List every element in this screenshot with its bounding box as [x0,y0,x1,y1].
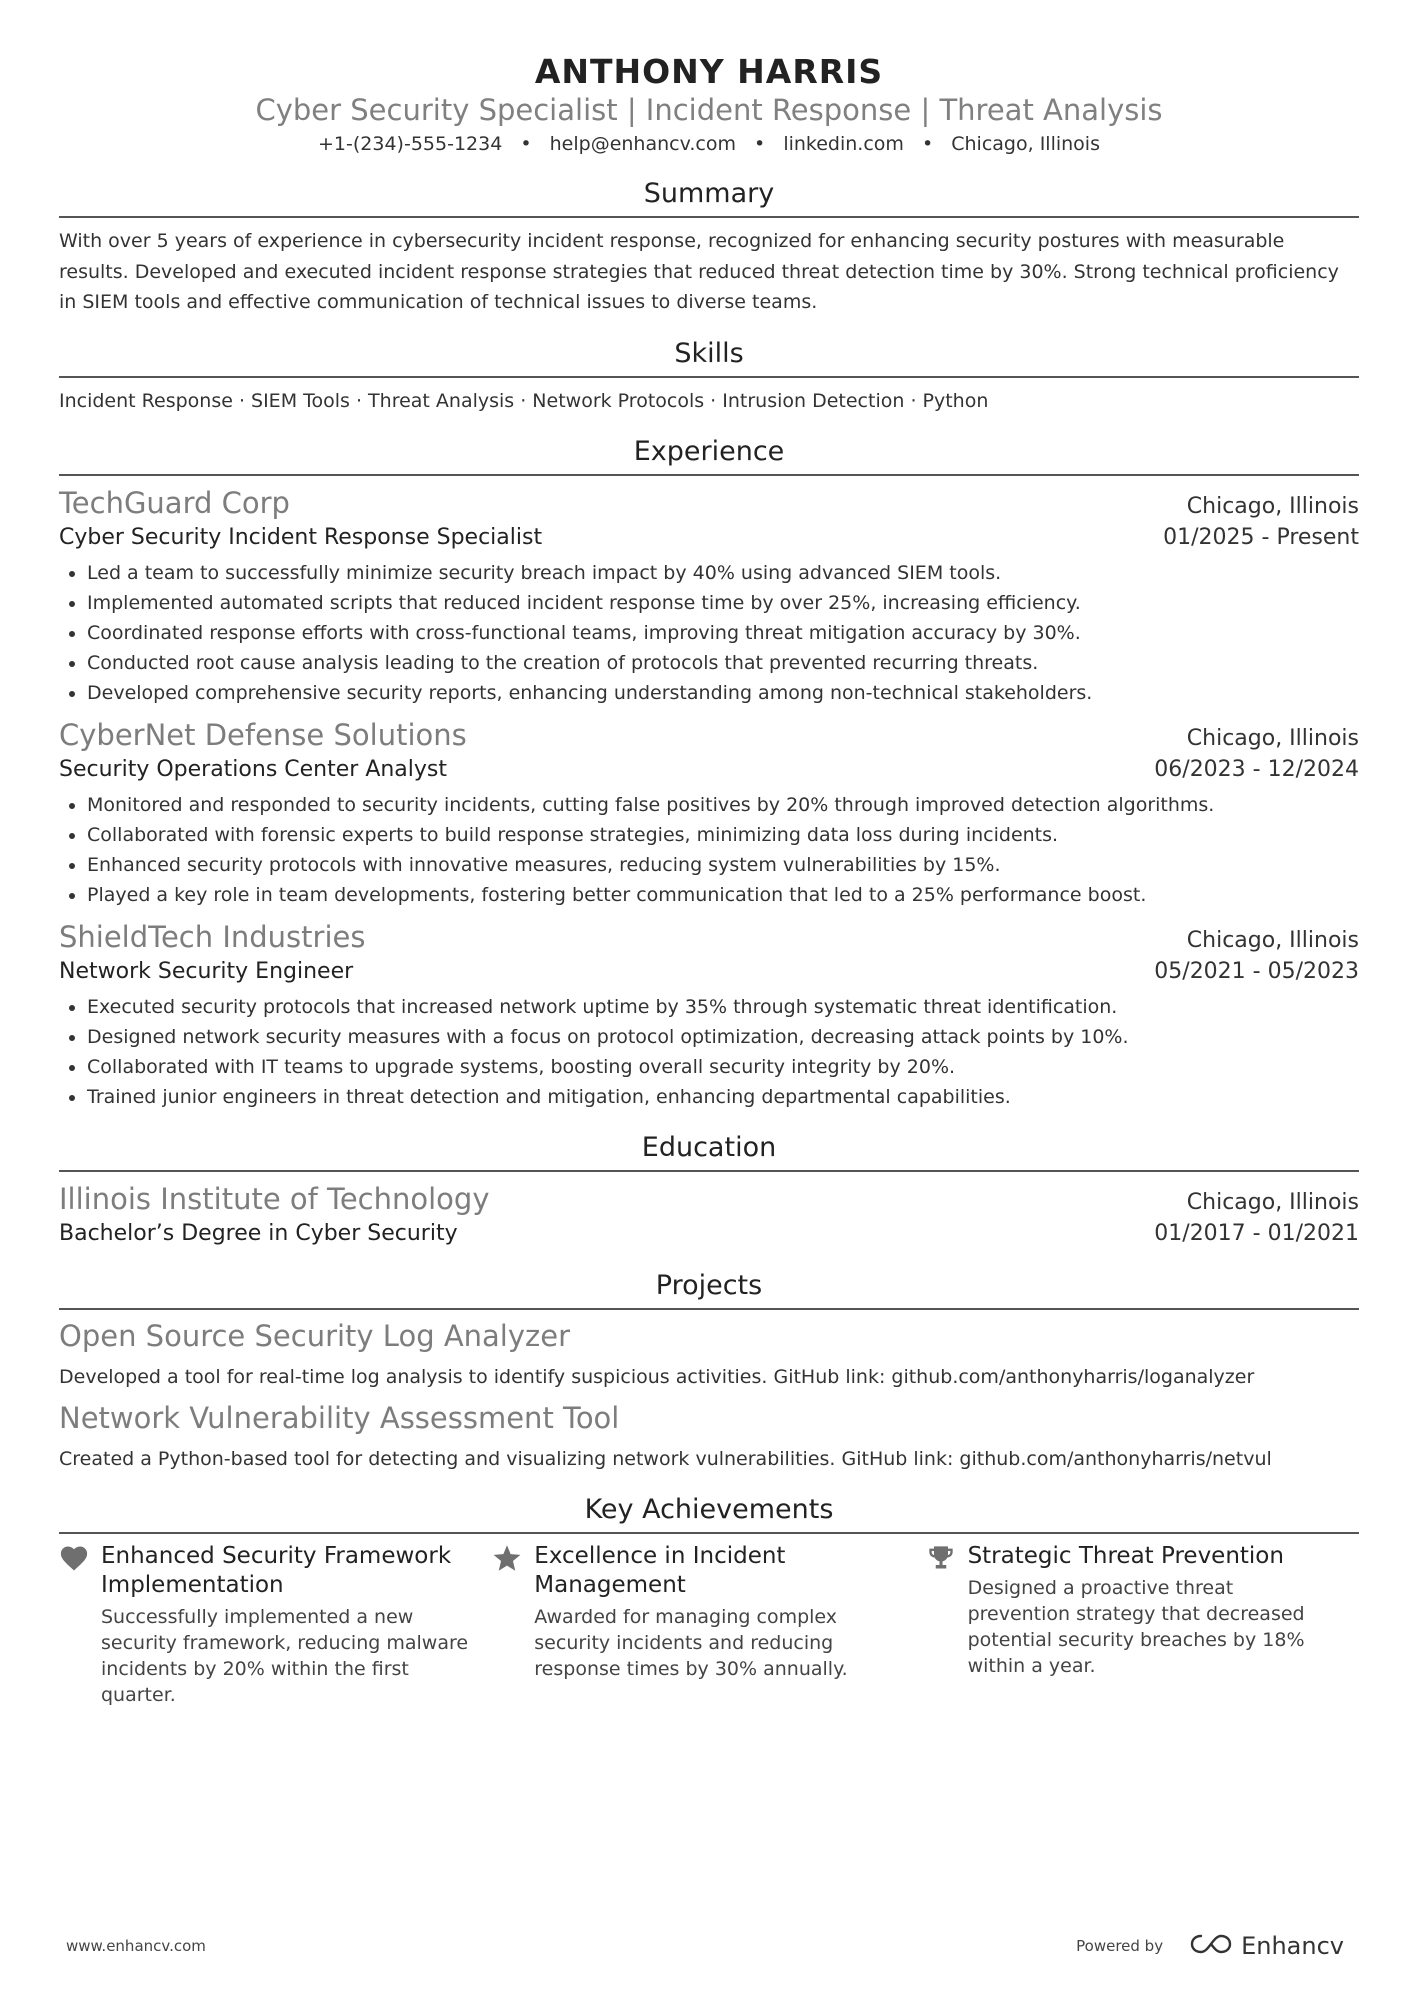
achievement-description: Designed a proactive threat prevention strategy that decreased potential security breaches by 18% within a year. [967,1576,1305,1677]
bullet-item: • Implemented automated scripts that reduced incident response time by over 25%, increasing efficiency. [87,588,1359,618]
contact-linkedin[interactable]: linkedin.com [783,133,904,155]
bullet-item: • Executed security protocols that increased network uptime by 35% through systematic threat identification. [87,992,1359,1022]
school-location: Chicago, Illinois [1186,1189,1359,1215]
education-entry [59,1180,1359,1250]
company-name: ShieldTech Industries [59,919,366,954]
education-dates: 01/2017 - 01/2021 [1154,1220,1359,1246]
star-icon [492,1542,534,1708]
job-dates: 01/2025 - Present [1163,524,1359,550]
degree-name: Bachelor’s Degree in Cyber Security [59,1220,458,1246]
heart-icon [59,1542,101,1708]
projects-section [59,1268,1359,1474]
achievements-section [59,1492,1359,1708]
job-bullets [59,790,1359,910]
bullet-item: • Developed comprehensive security reports, enhancing understanding among non-technical stakeholders. [87,678,1359,708]
job-bullets [59,992,1359,1112]
achievements-grid [59,1542,1359,1708]
summary-text: With over 5 years of experience in cybersecurity incident response, recognized for enhancing security postures with measurable results. Developed and executed incident response strategies that reduced threat detection time by 30%. Strong technical proficiency in SIEM tools and effective communication of technical issues to diverse teams. [59,230,1339,313]
project-title: Network Vulnerability Assessment Tool [59,1400,620,1435]
achievement-description: Awarded for managing complex security incidents and reducing response times by 30% annually. [534,1605,848,1680]
contact-email[interactable]: help@enhancv.com [549,133,736,155]
job-dates: 06/2023 - 12/2024 [1154,756,1359,782]
skills-list: Incident Response · SIEM Tools · Threat Analysis · Network Protocols · Intrusion Detection · Python [59,389,989,412]
achievement-description: Successfully implemented a new security framework, reducing malware incidents by 20% within the first quarter. [101,1605,469,1706]
separator-dot: • [921,133,934,155]
achievement-title: Excellence in Incident Management [534,1542,786,1598]
bullet-item: • Collaborated with IT teams to upgrade systems, boosting overall security integrity by 20%. [87,1052,1359,1082]
company-name: CyberNet Defense Solutions [59,717,467,752]
bullet-item: • Played a key role in team developments, fostering better communication that led to a 25% performance boost. [87,880,1359,910]
contact-line [59,130,1359,158]
bullet-item: • Monitored and responded to security incidents, cutting false positives by 20% through improved detection algorithms. [87,790,1359,820]
job-title: Security Operations Center Analyst [59,756,448,782]
project-entry [59,1398,1359,1474]
skills-heading: Skills [59,336,1359,378]
job-location: Chicago, Illinois [1186,927,1359,953]
achievement-title: Enhanced Security Framework Implementation [101,1542,452,1598]
bullet-item: • Trained junior engineers in threat detection and mitigation, enhancing departmental capabilities. [87,1082,1359,1112]
bullet-item: • Led a team to successfully minimize security breach impact by 40% using advanced SIEM tools. [87,558,1359,588]
experience-section [59,434,1359,1112]
bullet-item: • Designed network security measures with a focus on protocol optimization, decreasing attack points by 10%. [87,1022,1359,1052]
resume-header [59,52,1359,158]
education-heading: Education [59,1130,1359,1172]
achievement-item [926,1542,1359,1708]
project-entry [59,1316,1359,1392]
job-bullets [59,558,1359,708]
bullet-item: • Conducted root cause analysis leading to the creation of protocols that prevented recurring threats. [87,648,1359,678]
company-name: TechGuard Corp [59,485,290,520]
trophy-icon [926,1542,968,1708]
contact-location: Chicago, Illinois [951,133,1100,155]
projects-heading: Projects [59,1268,1359,1310]
bullet-item: • Collaborated with forensic experts to build response strategies, minimizing data loss during incidents. [87,820,1359,850]
bullet-item: • Coordinated response efforts with cross-functional teams, improving threat mitigation accuracy by 30%. [87,618,1359,648]
school-name: Illinois Institute of Technology [59,1181,490,1216]
achievement-title: Strategic Threat Prevention [967,1542,1284,1569]
project-description: Created a Python-based tool for detecting and visualizing network vulnerabilities. GitHub link: github.com/anthonyharris/netvul [59,1447,1272,1470]
project-title: Open Source Security Log Analyzer [59,1318,571,1353]
separator-dot: • [520,133,532,155]
brand-name: Enhancv [1241,1932,1344,1960]
job-location: Chicago, Illinois [1186,725,1359,751]
experience-entry [59,716,1359,910]
job-title: Network Security Engineer [59,958,354,984]
summary-section [59,176,1359,318]
summary-heading: Summary [59,176,1359,218]
achievement-item [59,1542,492,1708]
project-description: Developed a tool for real-time log analysis to identify suspicious activities. GitHub link: github.com/anthonyharris/loganalyzer [59,1365,1255,1388]
achievements-heading: Key Achievements [59,1492,1359,1534]
skills-section [59,336,1359,416]
achievement-item [492,1542,925,1708]
footer-website[interactable]: www.enhancv.com [66,1937,206,1955]
resume-page [59,52,1359,1708]
bullet-item: • Enhanced security protocols with innovative measures, reducing system vulnerabilities by 15%. [87,850,1359,880]
experience-heading: Experience [59,434,1359,476]
footer-brand [1076,1932,1344,1960]
education-section [59,1130,1359,1250]
powered-by-label: Powered by [1076,1937,1164,1955]
job-title: Cyber Security Incident Response Specialist [59,524,543,550]
separator-dot: • [754,133,766,155]
page-footer [66,1932,1344,1960]
experience-entry [59,484,1359,708]
experience-entry [59,918,1359,1112]
candidate-name: ANTHONY HARRIS [534,52,884,91]
enhancv-logo-icon [1189,1933,1233,1959]
contact-phone[interactable]: +1-(234)-555-1234 [318,133,503,155]
candidate-title: Cyber Security Specialist | Incident Response | Threat Analysis [255,93,1163,127]
job-dates: 05/2021 - 05/2023 [1154,958,1359,984]
job-location: Chicago, Illinois [1186,493,1359,519]
